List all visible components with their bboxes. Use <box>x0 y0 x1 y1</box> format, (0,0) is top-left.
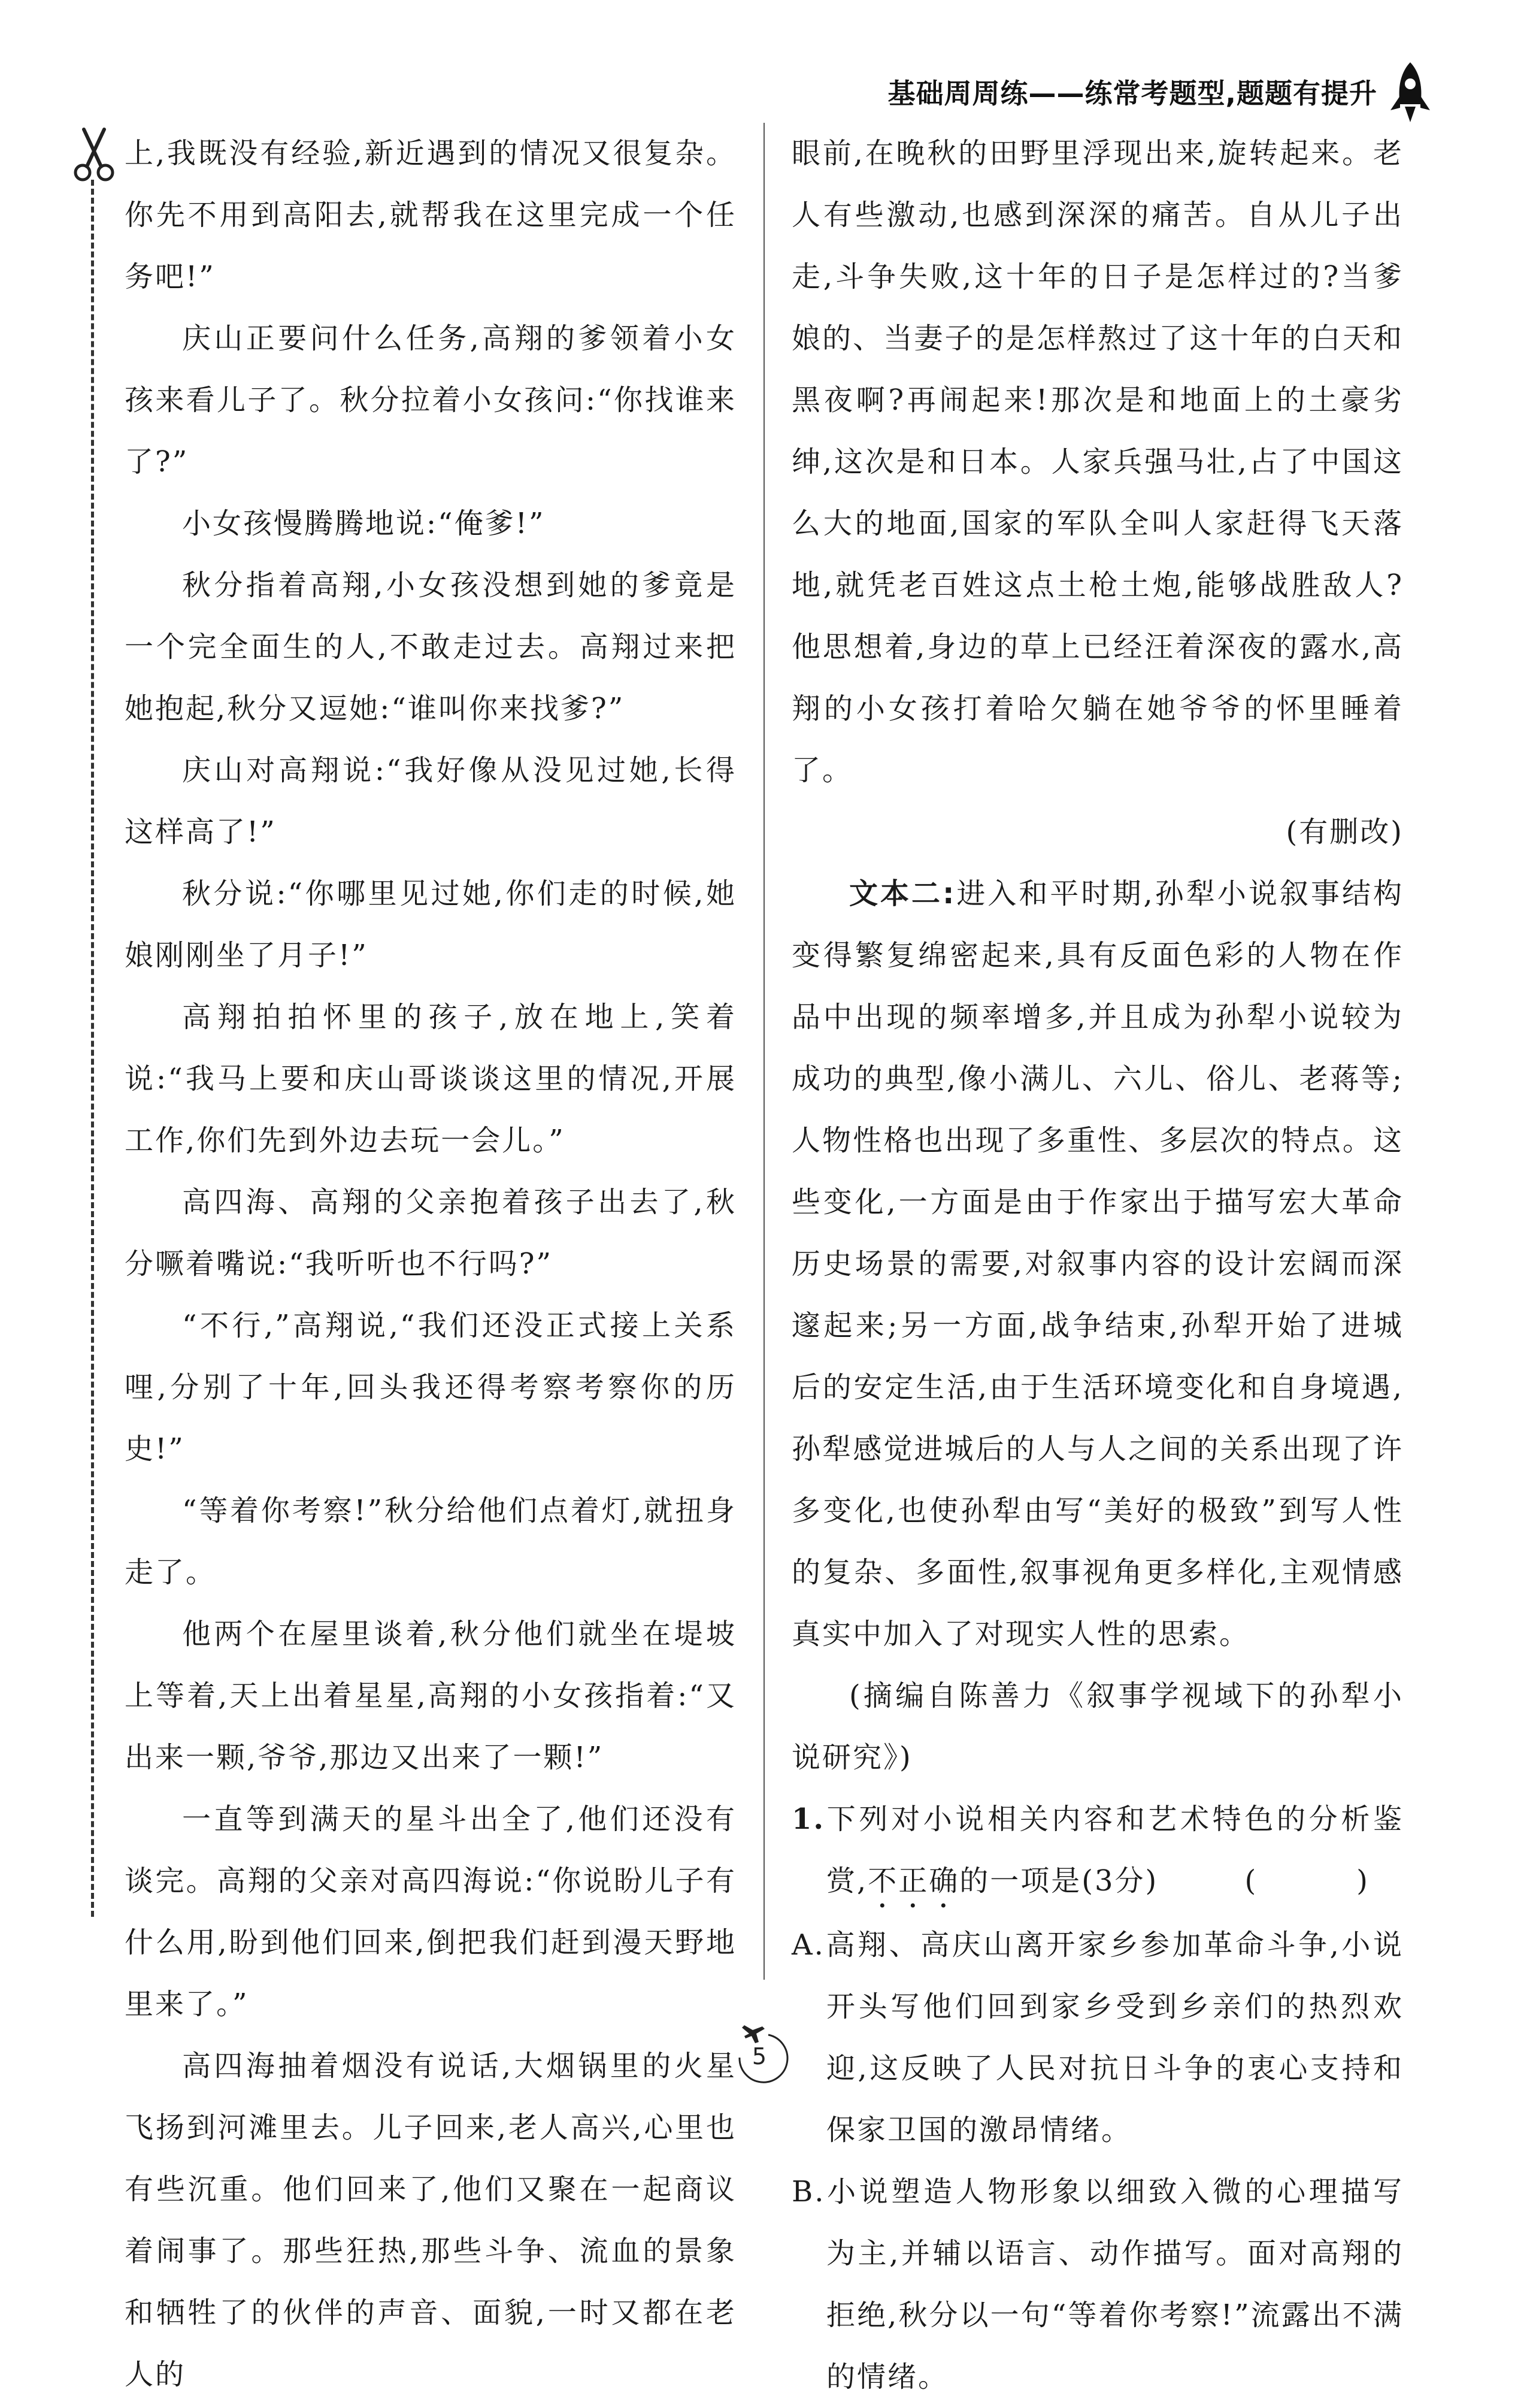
story-continuation: 眼前,在晚秋的田野里浮现出来,旋转起来。老人有些激动,也感到深深的痛苦。自从儿子出走,斗争失败,这十年的日子是怎样过的?当爹娘的、当妻子的是怎样熬过了这十年的白天和黑夜啊?再闹起来!那次是和地面上的土豪劣绅,这次是和日本。人家兵强马壮,占了中国这么大的地面,国家的军队全叫人家赶得飞天落地,就凭老百姓这点土枪土炮,能够战胜敌人?他思想着,身边的草上已经汪着深夜的露水,高翔的小女孩打着哈欠躺在她爷爷的怀里睡着了。 <box>792 137 1404 787</box>
option-label: B. <box>792 2175 826 2209</box>
edit-note: (有删改) <box>1286 815 1404 849</box>
story-paragraph: 一直等到满天的星斗出全了,他们还没有谈完。高翔的父亲对高四海说:“你说盼儿子有什么用,盼到他们回来,倒把我们赶到漫天野地里来了。” <box>125 1802 737 2021</box>
story-paragraph: 高四海、高翔的父亲抱着孩子出去了,秋分噘着嘴说:“我听听也不行吗?” <box>125 1185 737 1281</box>
question-stem-after: 的一项是(3分) <box>959 1864 1159 1898</box>
option-text: 高翔、高庆山离开家乡参加革命斗争,小说开头写他们回到家乡受到乡亲们的热烈欢迎,这反映了人民对抗日斗争的衷心支持和保家卫国的激昂情绪。 <box>825 1928 1404 2147</box>
question-number: 1. <box>792 1802 826 1836</box>
story-paragraph: 秋分指着高翔,小女孩没想到她的爹竟是一个完全面生的人,不敢走过去。高翔过来把她抱起,秋分又逗她:“谁叫你来找爹?” <box>125 568 737 725</box>
text-two-label: 文本二: <box>849 877 956 910</box>
text-two-body: 进入和平时期,孙犁小说叙事结构变得繁复绵密起来,具有反面色彩的人物在作品中出现的频率增多,并且成为孙犁小说较为成功的典型,像小满儿、六儿、俗儿、老蒋等;人物性格也出现了多重性、多层次的特点。这些变化,一方面是由于作家出于描写宏大革命历史场景的需要,对叙事内容的设计宏阔而深邃起来;另一方面,战争结束,孙犁开始了进城后的安定生活,由于生活环境变化和自身境遇,孙犁感觉进城后的人与人之间的关系出现了许多变化,也使孙犁由写“美好的极致”到写人性的复杂、多面性,叙事视角更多样化,主观情感真实中加入了对现实人性的思索。 <box>792 877 1404 1651</box>
dashed-cut-line <box>91 180 94 1917</box>
story-paragraph: “不行,”高翔说,“我们还没正式接上关系哩,分别了十年,回头我还得考察考察你的历史!” <box>125 1309 737 1466</box>
text-two-paragraph <box>792 863 1404 1665</box>
story-paragraph: 上,我既没有经验,新近遇到的情况又很复杂。你先不用到高阳去,就帮我在这里完成一个任务吧!” <box>125 137 737 294</box>
answer-blank[interactable]: ( ) <box>1244 1864 1404 1898</box>
page-number: 5 <box>752 2043 767 2070</box>
source-citation: (摘编自陈善力《叙事学视域下的孙犁小说研究》) <box>792 1679 1404 1774</box>
rocket-icon <box>1383 60 1437 126</box>
page-header-title: 基础周周练——练常考题型,题题有提升 <box>887 77 1377 110</box>
scissors-icon <box>71 126 119 183</box>
question-stem <box>792 1789 1404 1914</box>
story-paragraph: 庆山对高翔说:“我好像从没见过她,长得这样高了!” <box>125 754 737 849</box>
story-paragraph: 秋分说:“你哪里见过她,你们走的时候,她娘刚刚坐了月子!” <box>125 877 737 972</box>
right-column <box>792 123 1404 2408</box>
option-label: A. <box>792 1928 825 1962</box>
story-paragraph: 高四海抽着烟没有说话,大烟锅里的火星飞扬到河滩里去。儿子回来,老人高兴,心里也有些沉重。他们回来了,他们又聚在一起商议着闹事了。那些狂热,那些斗争、流血的景象和牺牲了的伙伴的声音、面貌,一时又都在老人的 <box>125 2049 737 2391</box>
option-text: 小说塑造人物形象以细致入微的心理描写为主,并辅以语言、动作描写。面对高翔的拒绝,秋分以一句“等着你考察!”流露出不满的情绪。 <box>825 2175 1404 2394</box>
story-paragraph: 庆山正要问什么任务,高翔的爹领着小女孩来看儿子了。秋分拉着小女孩问:“你找谁来了?” <box>125 322 737 479</box>
story-paragraph: “等着你考察!”秋分给他们点着灯,就扭身走了。 <box>125 1494 737 1589</box>
column-divider <box>764 123 765 1980</box>
question-stem-before: 下列对小说相关内容和艺术特色的分析鉴赏, <box>825 1802 1404 1898</box>
option-b <box>792 2161 1404 2408</box>
story-paragraph: 小女孩慢腾腾地说:“俺爹!” <box>182 507 546 540</box>
left-column <box>125 123 737 2406</box>
option-a <box>792 1914 1404 2161</box>
question-emphasis: 不正确 <box>868 1864 960 1898</box>
story-paragraph: 高翔拍拍怀里的孩子,放在地上,笑着说:“我马上要和庆山哥谈谈这里的情况,开展工作,你们先到外边去玩一会儿。” <box>125 1000 737 1157</box>
story-paragraph: 他两个在屋里谈着,秋分他们就坐在堤坡上等着,天上出着星星,高翔的小女孩指着:“又出来一颗,爷爷,那边又出来了一颗!” <box>125 1617 737 1774</box>
